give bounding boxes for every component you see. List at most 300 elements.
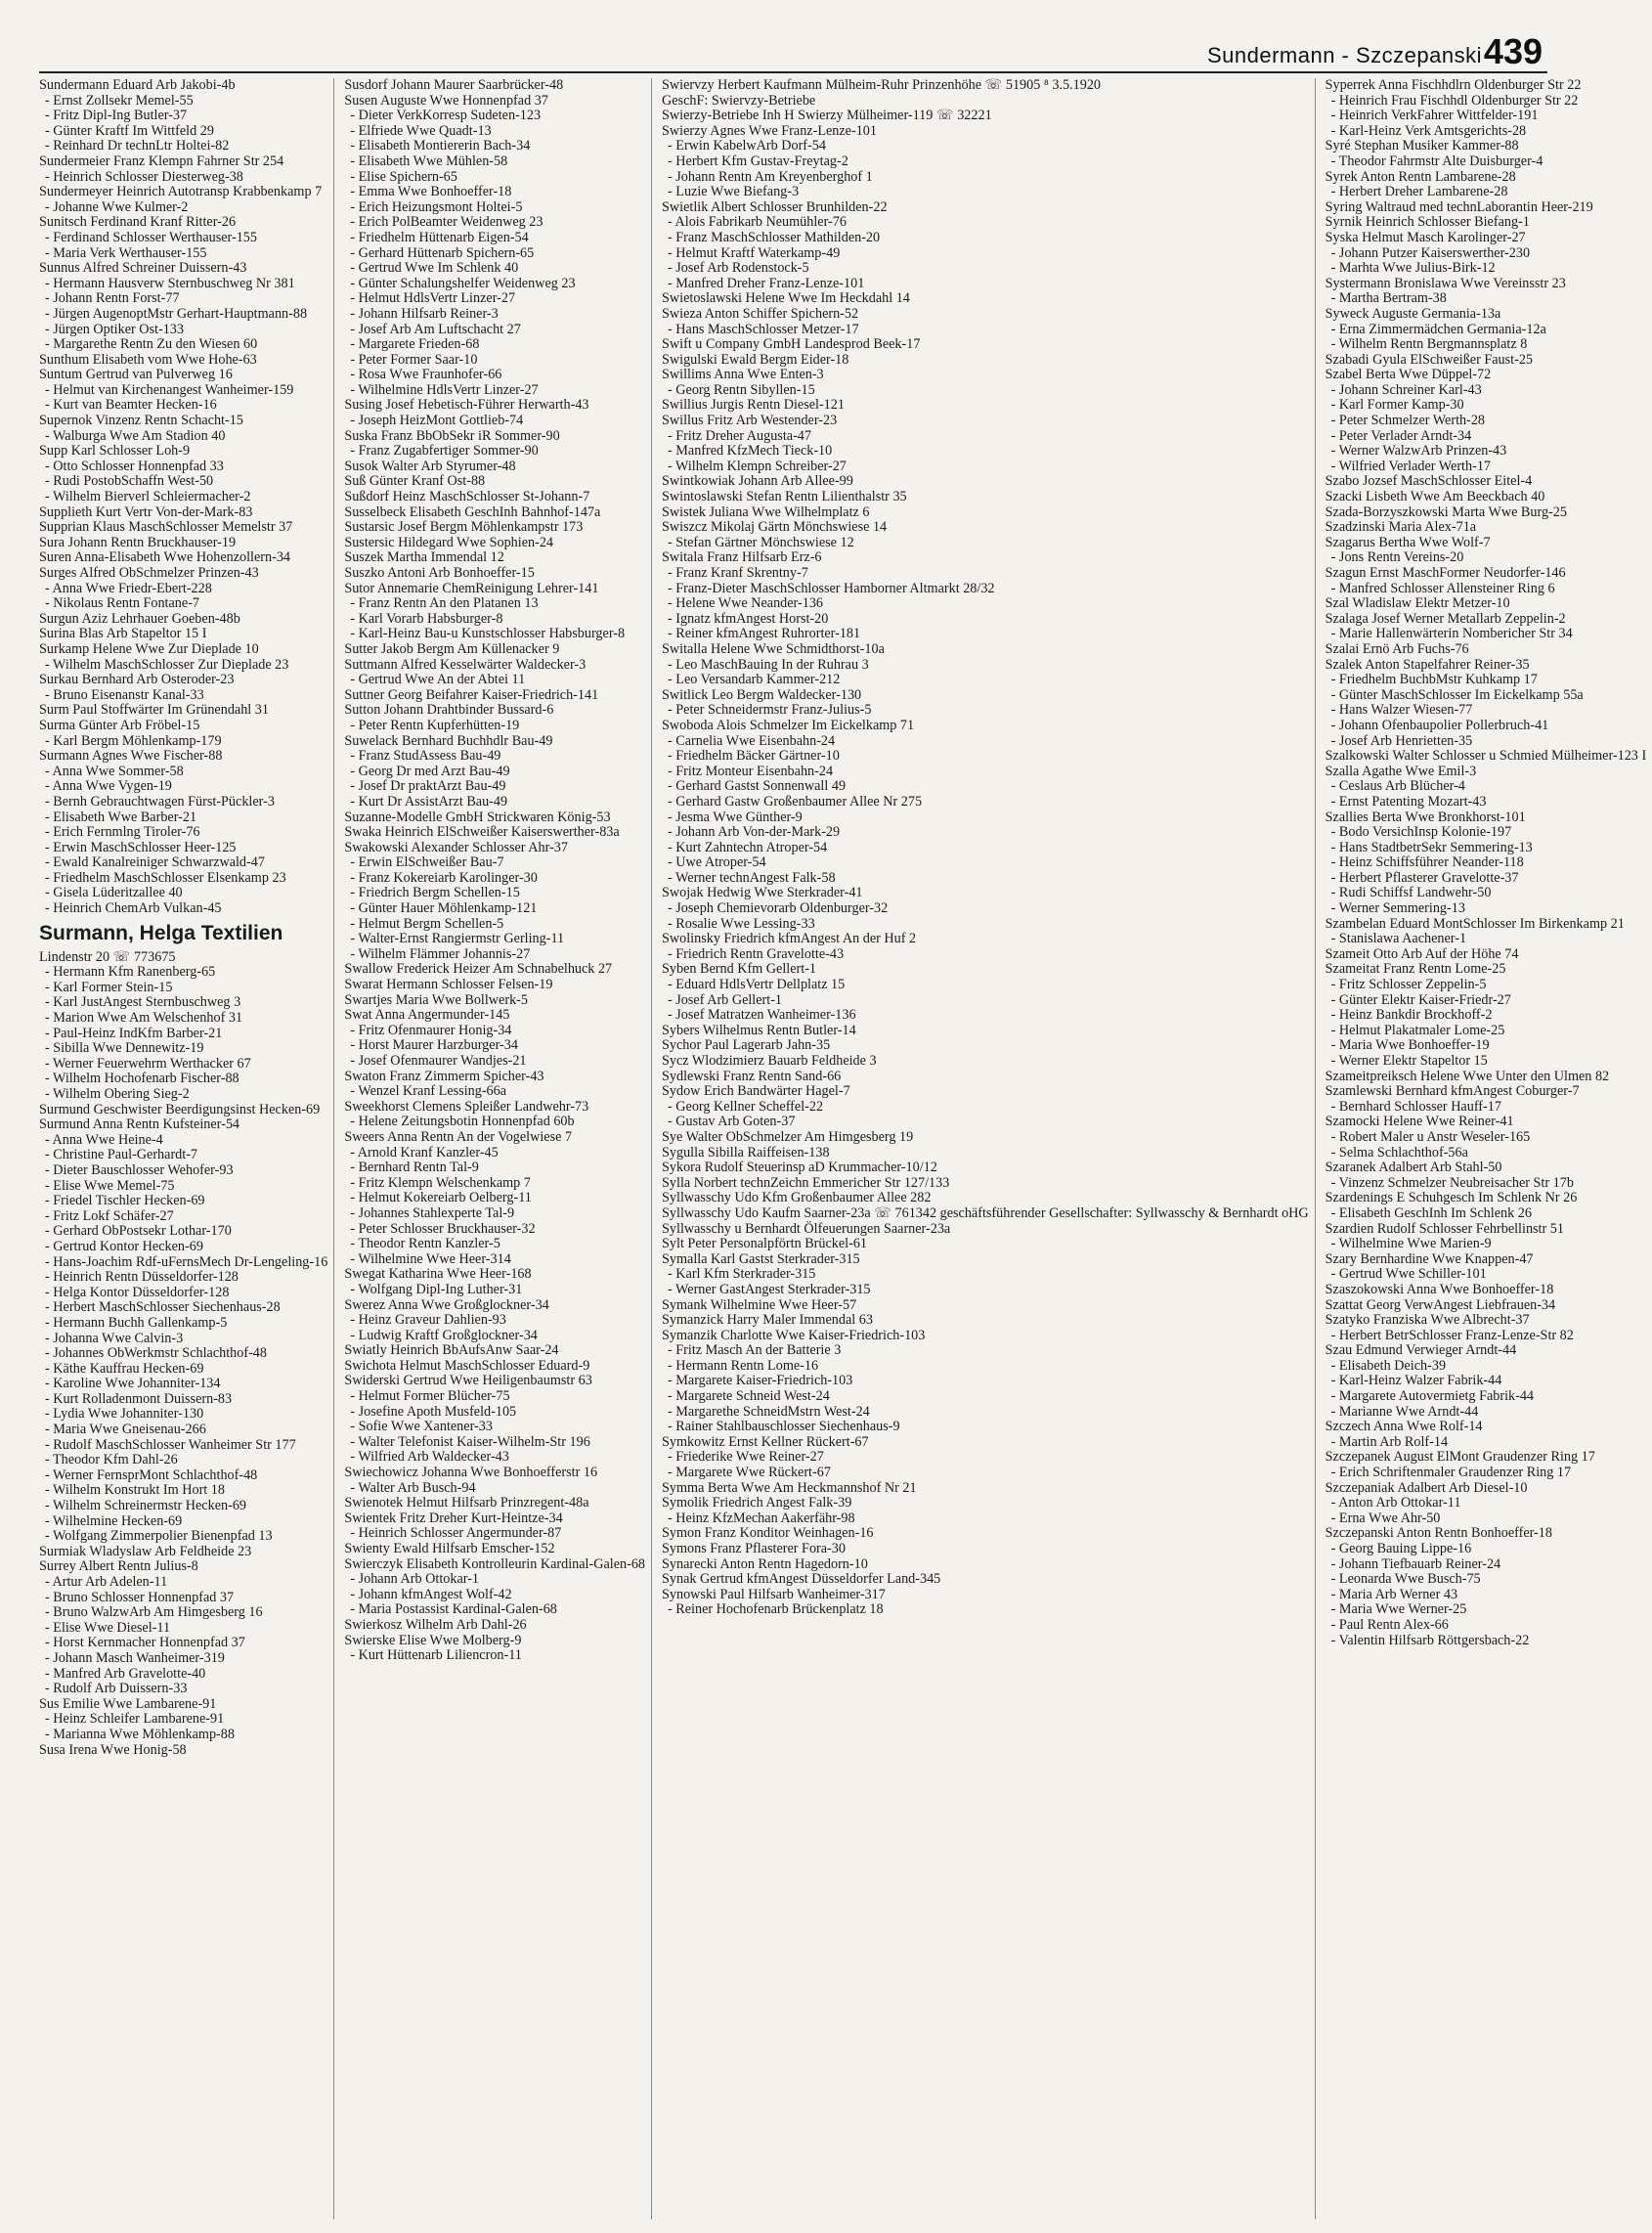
directory-entry: Synowski Paul Hilfsarb Wanheimer-317	[662, 1586, 886, 1602]
directory-entry: Sutton Johann Drahtbinder Bussard-6	[344, 702, 554, 719]
directory-entry: - Rainer Stahlbauschlosser Siechenhaus-9	[668, 1419, 900, 1435]
directory-entry: - Kurt van Beamter Hecken-16	[45, 397, 217, 414]
directory-entry: Szabel Berta Wwe Düppel-72	[1325, 367, 1492, 383]
directory-entry: - Martha Bertram-38	[1330, 290, 1447, 307]
directory-entry: - Gertrud Wwe An der Abtei 11	[350, 672, 526, 688]
directory-entry: - Helene Wwe Neander-136	[668, 595, 824, 612]
directory-entry: - Rosa Wwe Fraunhofer-66	[350, 367, 502, 383]
directory-entry: - Erna Wwe Ahr-50	[1330, 1510, 1441, 1526]
directory-entry: - Bruno Schlosser Honnenpfad 37	[45, 1589, 235, 1605]
directory-entry: - Georg Rentn Sibyllen-15	[668, 381, 815, 398]
directory-entry: Sundermeier Franz Klempn Fahrner Str 254	[39, 153, 284, 169]
directory-entry: Sydlewski Franz Rentn Sand-66	[662, 1068, 842, 1084]
directory-entry: - Gertrud Kontor Hecken-69	[45, 1238, 203, 1254]
page-header	[0, 29, 1591, 72]
directory-entry: Szalek Anton Stapelfahrer Reiner-35	[1325, 656, 1530, 673]
directory-entry: - Margarete Wwe Rückert-67	[668, 1465, 831, 1481]
directory-entry: - Karl-Heinz Bau-u Kunstschlosser Habsburger-8	[350, 626, 626, 642]
directory-entry: - Fritz Schlosser Zeppelin-5	[1330, 977, 1487, 993]
directory-entry: - Uwe Atroper-54	[668, 854, 766, 871]
directory-entry: - Bernhard Rentn Tal-9	[350, 1160, 479, 1176]
directory-entry: - Franz StudAssess Bau-49	[350, 748, 501, 765]
directory-entry: Sybers Wilhelmus Rentn Butler-14	[662, 1022, 856, 1038]
directory-entry: - Herbert MaschSchlosser Siechenhaus-28	[45, 1299, 281, 1316]
directory-entry: - Fritz Masch An der Batterie 3	[668, 1342, 842, 1359]
directory-entry: Swakowski Alexander Schlosser Ahr-37	[344, 839, 568, 855]
directory-entry: - Lydia Wwe Johanniter-130	[45, 1406, 204, 1423]
directory-entry: Swillus Fritz Arb Westender-23	[662, 413, 838, 429]
directory-entry: - Josef Arb Gellert-1	[668, 991, 783, 1008]
directory-entry: - Helmut Plakatmaler Lome-25	[1330, 1022, 1505, 1038]
directory-entry: - Wilhelm Konstrukt Im Hort 18	[45, 1482, 225, 1499]
directory-entry: Supp Karl Schlosser Loh-9	[39, 443, 191, 460]
directory-entry: Susok Walter Arb Styrumer-48	[344, 458, 516, 474]
directory-entry: Szallies Berta Wwe Bronkhorst-101	[1325, 809, 1526, 825]
directory-entry: Surmann, Helga Textilien	[39, 921, 283, 944]
directory-entry: - Erna Zimmermädchen Germania-12a	[1330, 321, 1546, 337]
directory-entry: Surina Blas Arb Stapeltor 15 I	[39, 626, 207, 642]
directory-entry: - Kurt Zahntechn Atroper-54	[668, 839, 828, 855]
directory-entry: - Heinz Bankdir Brockhoff-2	[1330, 1007, 1493, 1024]
directory-entry: Sychor Paul Lagerarb Jahn-35	[662, 1037, 831, 1054]
directory-entry: - Johann Tiefbauarb Reiner-24	[1330, 1555, 1501, 1572]
directory-entry: Symolik Friedrich Angest Falk-39	[662, 1495, 852, 1511]
header-rule	[39, 71, 1547, 73]
directory-entry: Szambelan Eduard MontSchlosser Im Birkenkamp 21	[1325, 915, 1625, 932]
directory-entry: - Leonarda Wwe Busch-75	[1330, 1571, 1481, 1588]
directory-entry: - Käthe Kauffrau Hecken-69	[45, 1360, 204, 1377]
directory-entry: - Maria Postassist Kardinal-Galen-68	[350, 1601, 557, 1618]
directory-entry: - Jons Rentn Vereins-20	[1330, 549, 1464, 566]
directory-entry: Sura Johann Rentn Bruckhauser-19	[39, 534, 237, 550]
directory-entry: - Margarete Kaiser-Friedrich-103	[668, 1373, 853, 1389]
directory-entry: - Peter Verlader Arndt-34	[1330, 427, 1472, 444]
directory-entry: - Ernst Zollsekr Memel-55	[45, 92, 194, 109]
directory-entry: Szary Bernhardine Wwe Knappen-47	[1325, 1250, 1534, 1267]
directory-entry: - Josef Arb Rodenstock-5	[668, 260, 809, 277]
directory-entry: - Werner FernsprMont Schlachthof-48	[45, 1467, 258, 1483]
directory-entry: Surmann Agnes Wwe Fischer-88	[39, 748, 223, 765]
directory-entry: Szameitpreiksch Helene Wwe Unter den Ulmen 82	[1325, 1068, 1610, 1084]
directory-entry: Swojak Hedwig Wwe Sterkrader-41	[662, 885, 863, 901]
directory-entry: - Elisabeth GeschInh Im Schlenk 26	[1330, 1204, 1532, 1221]
directory-entry: - Wilfried Verlader Werth-17	[1330, 458, 1492, 474]
directory-entry: - Günter Elektr Kaiser-Friedr-27	[1330, 991, 1511, 1008]
directory-entry: - Hermann Buchh Gallenkamp-5	[45, 1314, 228, 1331]
directory-entry: Szattat Georg VerwAngest Liebfrauen-34	[1325, 1296, 1556, 1313]
directory-entry: - Bernh Gebrauchtwagen Fürst-Pückler-3	[45, 793, 275, 810]
column-2	[344, 78, 652, 2219]
directory-entry: - Sofie Wwe Xantener-33	[350, 1419, 493, 1435]
directory-entry: - Paul Rentn Alex-66	[1330, 1616, 1449, 1633]
directory-entry: Szczepaniak Adalbert Arb Diesel-10	[1325, 1479, 1528, 1496]
directory-entry: - Wilhelmine HdlsVertr Linzer-27	[350, 381, 539, 398]
directory-entry: Szardien Rudolf Schlosser Fehrbellinstr 51	[1325, 1220, 1564, 1237]
directory-entry: Supplieth Kurt Vertr Von-der-Mark-83	[39, 504, 253, 520]
directory-entry: - Friedel Tischler Hecken-69	[45, 1193, 205, 1209]
directory-entry: - Friedhelm MaschSchlosser Elsenkamp 23	[45, 869, 286, 886]
directory-entry: - Fritz Dreher Augusta-47	[668, 427, 811, 444]
directory-entry: - Josef Arb Henrietten-35	[1330, 732, 1473, 749]
directory-entry: - Gerhard Gastw Großenbaumer Allee Nr 275	[668, 793, 923, 810]
directory-entry: Symkowitz Ernst Kellner Rückert-67	[662, 1433, 869, 1450]
directory-entry: - Johann Hilfsarb Reiner-3	[350, 305, 499, 322]
directory-entry: - Maria Wwe Gneisenau-266	[45, 1422, 206, 1438]
directory-entry: - Maria Wwe Werner-25	[1330, 1601, 1467, 1618]
directory-entry: - Gerhard Gastst Sonnenwall 49	[668, 778, 847, 795]
directory-entry: Symma Berta Wwe Am Heckmannshof Nr 21	[662, 1479, 917, 1496]
directory-entry: - Peter Schmelzer Werth-28	[1330, 413, 1486, 429]
directory-entry: - Johann Rentn Forst-77	[45, 290, 180, 307]
directory-entry: - Gertrud Wwe Im Schlenk 40	[350, 260, 519, 277]
directory-entry: - Robert Maler u Anstr Weseler-165	[1330, 1128, 1531, 1145]
directory-entry: Swierkosz Wilhelm Arb Dahl-26	[344, 1616, 527, 1633]
directory-entry: Swienty Ewald Hilfsarb Emscher-152	[344, 1541, 555, 1556]
directory-entry: - Elise Wwe Memel-75	[45, 1177, 175, 1194]
directory-entry: Swallow Frederick Heizer Am Schnabelhuck 27	[344, 961, 613, 978]
directory-entry: - Erwin MaschSchlosser Heer-125	[45, 839, 237, 855]
directory-entry: Szalla Agathe Wwe Emil-3	[1325, 763, 1477, 779]
directory-entry: - Erich Fernmlng Tiroler-76	[45, 824, 200, 841]
directory-entry: - Rudolf Arb Duissern-33	[45, 1681, 188, 1697]
directory-entry: - Luzie Wwe Biefang-3	[668, 184, 800, 200]
directory-entry: Szada-Borzyszkowski Marta Wwe Burg-25	[1325, 504, 1567, 520]
directory-entry: Sycz Wlodzimierz Bauarb Feldheide 3	[662, 1053, 877, 1069]
directory-entry: - Günter Schalungshelfer Weidenweg 23	[350, 275, 576, 291]
directory-entry: - Walburga Wwe Am Stadion 40	[45, 427, 226, 444]
directory-entry: - Elisabeth Wwe Barber-21	[45, 809, 197, 825]
directory-entry: Szamlewski Bernhard kfmAngest Coburger-7	[1325, 1083, 1580, 1100]
directory-entry: - Helmut HdlsVertr Linzer-27	[350, 290, 516, 307]
directory-entry: Switalla Helene Wwe Schmidthorst-10a	[662, 640, 885, 657]
directory-entry: - Georg Bauing Lippe-16	[1330, 1541, 1472, 1556]
directory-entry: Syperrek Anna Fischhdlrn Oldenburger Str 22	[1325, 77, 1582, 93]
directory-entry: - Hermann Kfm Ranenberg-65	[45, 964, 216, 981]
directory-entry: Syllwasschy Udo Kfm Großenbaumer Allee 282	[662, 1190, 932, 1206]
directory-entry: Surkamp Helene Wwe Zur Dieplade 10	[39, 640, 259, 657]
directory-entry: - Karl Vorarb Habsburger-8	[350, 610, 503, 627]
directory-entry: - Maria Verk Werthauser-155	[45, 244, 207, 261]
directory-entry: - Dieter VerkKorresp Sudeten-123	[350, 108, 542, 124]
directory-entry: - Karl Former Kamp-30	[1330, 397, 1464, 414]
directory-entry: - Marianna Wwe Möhlenkamp-88	[45, 1726, 235, 1742]
directory-entry: Sunnus Alfred Schreiner Duissern-43	[39, 260, 247, 277]
directory-entry: - Herbert Kfm Gustav-Freytag-2	[668, 153, 848, 169]
directory-entry: - Theodor Kfm Dahl-26	[45, 1452, 178, 1468]
directory-entry: - Josefine Apoth Musfeld-105	[350, 1403, 517, 1420]
directory-entry: - Helmut Former Blücher-75	[350, 1388, 510, 1405]
directory-entry: - Erich Heizungsmont Holtei-5	[350, 198, 523, 215]
directory-entry: - Werner Elektr Stapeltor 15	[1330, 1053, 1488, 1069]
directory-entry: - Johann Putzer Kaiserswerther-230	[1330, 244, 1531, 261]
directory-entry: - Helmut Kokereiarb Oelberg-11	[350, 1190, 532, 1206]
directory-entry: - Wilhelm Bierverl Schleiermacher-2	[45, 489, 251, 505]
directory-entry: Sußdorf Heinz MaschSchlosser St-Johann-7	[344, 489, 590, 505]
directory-entry: Sustarsic Josef Bergm Möhlenkampstr 173	[344, 519, 584, 536]
directory-entry: Swillims Anna Wwe Enten-3	[662, 367, 824, 383]
directory-entry: - Nikolaus Rentn Fontane-7	[45, 595, 200, 612]
directory-entry: - Heinz Schleifer Lambarene-91	[45, 1711, 225, 1728]
directory-entry: Swienotek Helmut Hilfsarb Prinzregent-48a	[344, 1495, 589, 1511]
directory-entry: - Friedhelm Hüttenarb Eigen-54	[350, 229, 529, 245]
directory-entry: Suttner Georg Beifahrer Kaiser-Friedrich-141	[344, 686, 599, 703]
directory-entry: Szaranek Adalbert Arb Stahl-50	[1325, 1160, 1502, 1176]
directory-entry: - Georg Kellner Scheffel-22	[668, 1098, 824, 1115]
directory-entry: - Hermann Rentn Lome-16	[668, 1357, 819, 1374]
directory-entry: - Karl JustAngest Sternbuschweg 3	[45, 994, 241, 1011]
directory-entry: - Johann Arb Von-der-Mark-29	[668, 824, 841, 841]
directory-entry: - Franz Rentn An den Platanen 13	[350, 595, 539, 612]
directory-entry: Swillius Jurgis Rentn Diesel-121	[662, 397, 845, 414]
directory-entry: Szaszokowski Anna Wwe Bonhoeffer-18	[1325, 1281, 1554, 1297]
directory-entry: - Christine Paul-Gerhardt-7	[45, 1147, 198, 1163]
directory-entry: Szczepanek August ElMont Graudenzer Ring 17	[1325, 1449, 1595, 1466]
directory-entry: - Herbert BetrSchlosser Franz-Lenze-Str 82	[1330, 1327, 1574, 1343]
directory-entry: - Horst Maurer Harzburger-34	[350, 1037, 518, 1054]
directory-entry: - Rosalie Wwe Lessing-33	[668, 915, 815, 932]
directory-entry: Suszek Martha Immendal 12	[344, 549, 504, 566]
directory-entry: - Wilhelm Hochofenarb Fischer-88	[45, 1071, 239, 1087]
column-3	[662, 78, 1316, 2219]
directory-entry: - Werner Semmering-13	[1330, 900, 1465, 917]
directory-entry: - Heinz Schiffsführer Neander-118	[1330, 854, 1524, 871]
directory-entry: Surges Alfred ObSchmelzer Prinzen-43	[39, 565, 259, 581]
directory-columns	[39, 77, 1647, 2229]
directory-entry: Systermann Bronislawa Wwe Vereinsstr 23	[1325, 275, 1566, 291]
directory-entry: - Stefan Gärtner Mönchswiese 12	[668, 534, 854, 550]
directory-entry: Swift u Company GmbH Landesprod Beek-17	[662, 336, 921, 353]
directory-entry: Sustersic Hildegard Wwe Sophien-24	[344, 534, 554, 550]
directory-entry: - Herbert Dreher Lambarene-28	[1330, 184, 1508, 200]
directory-entry: Szatyko Franziska Wwe Albrecht-37	[1325, 1312, 1530, 1329]
directory-entry: Susselbeck Elisabeth GeschInh Bahnhof-147a	[344, 504, 601, 520]
directory-entry: - Bruno WalzwArb Am Himgesberg 16	[45, 1604, 263, 1621]
directory-entry: - Elisabeth Deich-39	[1330, 1357, 1447, 1374]
directory-entry: Suttmann Alfred Kesselwärter Waldecker-3	[344, 656, 587, 673]
directory-entry: Sylt Peter Personalpförtn Brückel-61	[662, 1236, 868, 1252]
directory-entry: Syllwasschy Udo Kaufm Saarner-23a ☏ 761342 geschäftsführender Gesellschafter: Syllwasschy & Bernhardt oHG	[662, 1204, 1309, 1221]
directory-entry: Swietoslawski Helene Wwe Im Heckdahl 14	[662, 290, 910, 307]
directory-entry: Szagun Ernst MaschFormer Neudorfer-146	[1325, 565, 1566, 581]
directory-entry: - Elisabeth Montiererin Bach-34	[350, 138, 531, 154]
directory-entry: Sylla Norbert technZeichn Emmericher Str 127/133	[662, 1174, 950, 1191]
directory-entry: Symanzick Harry Maler Immendal 63	[662, 1312, 873, 1329]
directory-entry: - Ludwig Kraftf Großglockner-34	[350, 1327, 538, 1343]
directory-entry: - Anna Wwe Heine-4	[45, 1131, 163, 1148]
directory-entry: Szczech Anna Wwe Rolf-14	[1325, 1419, 1483, 1435]
directory-entry: - Maria Wwe Bonhoeffer-19	[1330, 1037, 1490, 1054]
directory-entry: Sunitsch Ferdinand Kranf Ritter-26	[39, 214, 237, 231]
directory-entry: Swietlik Albert Schlosser Brunhilden-22	[662, 198, 888, 215]
directory-entry: - Karl Former Stein-15	[45, 979, 173, 995]
directory-entry: - Ignatz kfmAngest Horst-20	[668, 610, 829, 627]
directory-entry: - Heinrich Rentn Düsseldorfer-128	[45, 1269, 239, 1286]
directory-entry: Sutter Jakob Bergm Am Küllenacker 9	[344, 640, 560, 657]
directory-entry: Surm Paul Stoffwärter Im Grünendahl 31	[39, 702, 269, 719]
directory-entry: - Heinrich Frau Fischhdl Oldenburger Str 22	[1330, 92, 1579, 109]
directory-entry: - Gertrud Wwe Schiller-101	[1330, 1266, 1487, 1283]
directory-entry: Sus Emilie Wwe Lambarene-91	[39, 1695, 217, 1712]
directory-entry: - Margarethe Rentn Zu den Wiesen 60	[45, 336, 258, 353]
directory-entry: - Heinrich Schlosser Angermunder-87	[350, 1525, 562, 1542]
directory-entry: Szameit Otto Arb Auf der Höhe 74	[1325, 945, 1519, 962]
directory-entry: Sydow Erich Bandwärter Hagel-7	[662, 1083, 850, 1100]
directory-entry: Szalai Ernö Arb Fuchs-76	[1325, 640, 1469, 657]
directory-entry: - Heinz Graveur Dahlien-93	[350, 1312, 506, 1329]
directory-entry: - Fritz Ofenmaurer Honig-34	[350, 1022, 512, 1038]
directory-entry: Sutor Annemarie ChemReinigung Lehrer-141	[344, 580, 599, 596]
directory-entry: - Elise Wwe Diesel-11	[45, 1619, 171, 1636]
directory-entry: Lindenstr 20 ☏ 773675	[39, 948, 176, 965]
directory-entry: - Jesma Wwe Günther-9	[668, 809, 803, 825]
directory-entry: - Theodor Fahrmstr Alte Duisburger-4	[1330, 153, 1543, 169]
directory-entry: Suren Anna-Elisabeth Wwe Hohenzollern-34	[39, 549, 291, 566]
directory-entry: - Wilhelmine Hecken-69	[45, 1512, 183, 1529]
directory-entry: - Friedrich Rentn Gravelotte-43	[668, 945, 845, 962]
directory-entry: Szagarus Bertha Wwe Wolf-7	[1325, 534, 1491, 550]
directory-entry: - Friederike Wwe Reiner-27	[668, 1449, 824, 1466]
directory-entry: Suß Günter Kranf Ost-88	[344, 473, 486, 490]
directory-entry: Swiszcz Mikolaj Gärtn Mönchswiese 14	[662, 519, 888, 536]
directory-entry: Szczepanski Anton Rentn Bonhoeffer-18	[1325, 1525, 1552, 1542]
directory-entry: - Friedhelm Bäcker Gärtner-10	[668, 748, 840, 765]
directory-entry: - Franz Kranf Skrentny-7	[668, 565, 808, 581]
directory-entry: - Wilhelm Rentn Bergmannsplatz 8	[1330, 336, 1528, 353]
directory-entry: Symalla Karl Gastst Sterkrader-315	[662, 1250, 860, 1267]
directory-entry: - Marion Wwe Am Welschenhof 31	[45, 1010, 243, 1027]
directory-entry: Swerez Anna Wwe Großglockner-34	[344, 1296, 549, 1313]
directory-entry: - Vinzenz Schmelzer Neubreisacher Str 17b	[1330, 1174, 1574, 1191]
directory-entry: - Carnelia Wwe Eisenbahn-24	[668, 732, 836, 749]
directory-entry: - Ernst Patenting Mozart-43	[1330, 793, 1487, 810]
directory-entry: - Johann Ofenbaupolier Pollerbruch-41	[1330, 717, 1549, 733]
directory-entry: Swaka Heinrich ElSchweißer Kaiserswerther-83a	[344, 824, 620, 841]
directory-entry: - Johannes Stahlexperte Tal-9	[350, 1204, 515, 1221]
directory-entry: Suska Franz BbObSekr iR Sommer-90	[344, 427, 560, 444]
directory-entry: - Kurt Hüttenarb Liliencron-11	[350, 1647, 522, 1664]
directory-entry: - Joseph HeizMont Gottlieb-74	[350, 413, 524, 429]
directory-entry: - Marhta Wwe Julius-Birk-12	[1330, 260, 1496, 277]
directory-entry: - Peter Schlosser Bruckhauser-32	[350, 1220, 536, 1237]
directory-entry: - Helmut Bergm Schellen-5	[350, 915, 504, 932]
directory-entry: - Josef Ofenmaurer Wandjes-21	[350, 1053, 527, 1069]
directory-entry: Sundermeyer Heinrich Autotransp Krabbenkamp 7	[39, 184, 323, 200]
directory-entry: - Wilhelm Flämmer Johannis-27	[350, 945, 531, 962]
directory-entry: - Franz Kokereiarb Karolinger-30	[350, 869, 538, 886]
directory-entry: - Elisabeth Wwe Mühlen-58	[350, 153, 508, 169]
directory-entry: - Werner Feuerwehrm Werthacker 67	[45, 1055, 251, 1072]
directory-entry: - Leo MaschBauing In der Ruhrau 3	[668, 656, 869, 673]
directory-entry: - Alois Fabrikarb Neumühler-76	[668, 214, 847, 231]
directory-entry: Suntum Gertrud van Pulverweg 16	[39, 367, 233, 383]
directory-entry: Sweekhorst Clemens Spleißer Landwehr-73	[344, 1098, 589, 1115]
directory-entry: Supprian Klaus MaschSchlosser Memelstr 37	[39, 519, 293, 536]
directory-entry: - Selma Schlachthof-56a	[1330, 1144, 1468, 1160]
directory-entry: - Reiner kfmAngest Ruhrorter-181	[668, 626, 861, 642]
directory-entry: Sundermann Eduard Arb Jakobi-4b	[39, 77, 236, 93]
directory-entry: - Karoline Wwe Johanniter-134	[45, 1376, 221, 1392]
directory-entry: - Johannes ObWerkmstr Schlachthof-48	[45, 1345, 267, 1362]
directory-entry: - Arnold Kranf Kanzler-45	[350, 1144, 499, 1160]
directory-entry: - Dieter Bauschlosser Wehofer-93	[45, 1161, 234, 1178]
directory-entry: - Peter Former Saar-10	[350, 351, 478, 368]
directory-entry: - Heinz KfzMechan Aakerfähr-98	[668, 1510, 855, 1526]
directory-entry: Swierzy-Betriebe Inh H Swierzy Mülheimer-119 ☏ 32221	[662, 108, 992, 124]
directory-entry: - Gerhard ObPostsekr Lothar-170	[45, 1223, 232, 1240]
directory-entry: - Peter Schneidermstr Franz-Julius-5	[668, 702, 872, 719]
directory-entry: - Erich PolBeamter Weidenweg 23	[350, 214, 543, 231]
directory-entry: - Jürgen Optiker Ost-133	[45, 321, 184, 337]
directory-entry: - Wilhelm Obering Sieg-2	[45, 1086, 190, 1102]
directory-entry: - Erich Schriftenmaler Graudenzer Ring 17	[1330, 1465, 1572, 1481]
directory-entry: - Erwin KabelwArb Dorf-54	[668, 138, 826, 154]
directory-entry: Swiatly Heinrich BbAufsAnw Saar-24	[344, 1342, 559, 1359]
directory-entry: - Horst Kernmacher Honnenpfad 37	[45, 1635, 245, 1651]
directory-entry: Susen Auguste Wwe Honnenpfad 37	[344, 92, 548, 109]
directory-entry: - Bodo VersichInsp Kolonie-197	[1330, 824, 1512, 841]
directory-entry: - Hans Walzer Wiesen-77	[1330, 702, 1473, 719]
directory-entry: Swiderski Gertrud Wwe Heiligenbaumstr 63	[344, 1373, 592, 1389]
directory-entry: - Karl Bergm Möhlenkamp-179	[45, 732, 222, 749]
directory-entry: - Ferdinand Schlosser Werthauser-155	[45, 229, 257, 245]
directory-entry: Sye Walter ObSchmelzer Am Himgesberg 19	[662, 1128, 914, 1145]
directory-entry: - Reinhard Dr technLtr Holtei-82	[45, 138, 230, 154]
directory-entry: - Werner WalzwArb Prinzen-43	[1330, 443, 1507, 460]
directory-entry: Swierczyk Elisabeth Kontrolleurin Kardinal-Galen-68	[344, 1555, 646, 1572]
directory-entry: - Johann Arb Ottokar-1	[350, 1571, 480, 1588]
directory-entry: - Helmut van Kirchenangest Wanheimer-159	[45, 381, 294, 398]
directory-entry: - Hans-Joachim Rdf-uFernsMech Dr-Lengeling-16	[45, 1253, 328, 1270]
directory-entry: - Kurt Rolladenmont Duissern-83	[45, 1390, 233, 1407]
directory-entry: - Margarete Schneid West-24	[668, 1388, 830, 1405]
directory-entry: - Hans StadtbetrSekr Semmering-13	[1330, 839, 1533, 855]
directory-entry: - Wilhelm MaschSchlosser Zur Dieplade 23	[45, 656, 289, 673]
directory-entry: Symon Franz Konditor Weinhagen-16	[662, 1525, 874, 1542]
directory-entry: - Helga Kontor Düsseldorfer-128	[45, 1284, 230, 1300]
directory-entry: - Elise Spichern-65	[350, 168, 457, 185]
directory-entry: Surgun Aziz Lehrhauer Goeben-48b	[39, 610, 240, 627]
directory-entry: - Rudi PostobSchaffn West-50	[45, 473, 214, 490]
directory-entry: - Stanislawa Aachener-1	[1330, 931, 1467, 947]
directory-entry: - Jürgen AugenoptMstr Gerhart-Hauptmann-88	[45, 305, 308, 322]
directory-entry: Szamocki Helene Wwe Reiner-41	[1325, 1114, 1514, 1130]
directory-entry: - Josef Arb Am Luftschacht 27	[350, 321, 521, 337]
directory-entry: Szabadi Gyula ElSchweißer Faust-25	[1325, 351, 1534, 368]
directory-entry: Swarat Hermann Schlosser Felsen-19	[344, 977, 553, 993]
directory-entry: Sykora Rudolf Steuerinsp aD Krummacher-10/12	[662, 1160, 937, 1176]
directory-entry: Switlick Leo Bergm Waldecker-130	[662, 686, 862, 703]
directory-entry: - Wilhelm Klempn Schreiber-27	[668, 458, 847, 474]
directory-entry: - Josef Dr praktArzt Bau-49	[350, 778, 506, 795]
directory-entry: Swaton Franz Zimmerm Spicher-43	[344, 1068, 544, 1084]
directory-entry: Szabo Jozsef MaschSchlosser Eitel-4	[1325, 473, 1533, 490]
directory-entry: Switala Franz Hilfsarb Erz-6	[662, 549, 822, 566]
directory-entry: Surmund Geschwister Beerdigungsinst Hecken-69	[39, 1101, 321, 1117]
directory-entry: - Ceslaus Arb Blücher-4	[1330, 778, 1465, 795]
directory-entry: Szadzinski Maria Alex-71a	[1325, 519, 1477, 536]
directory-entry: - Eduard HdlsVertr Dellplatz 15	[668, 977, 846, 993]
directory-entry: Szal Wladislaw Elektr Metzer-10	[1325, 595, 1510, 612]
directory-entry: - Peter Rentn Kupferhütten-19	[350, 717, 520, 733]
directory-entry: - Gerhard Hüttenarb Spichern-65	[350, 244, 535, 261]
directory-entry: Syska Helmut Masch Karolinger-27	[1325, 229, 1526, 245]
directory-entry: - Johanna Wwe Calvin-3	[45, 1330, 184, 1346]
directory-entry: Swintoslawski Stefan Rentn Lilienthalstr 35	[662, 489, 907, 505]
directory-entry: - Margarete Autovermietg Fabrik-44	[1330, 1388, 1535, 1405]
directory-entry: Swartjes Maria Wwe Bollwerk-5	[344, 991, 528, 1008]
directory-entry: Swintkowiak Johann Arb Allee-99	[662, 473, 853, 490]
directory-entry: - Gisela Lüderitzallee 40	[45, 885, 183, 901]
